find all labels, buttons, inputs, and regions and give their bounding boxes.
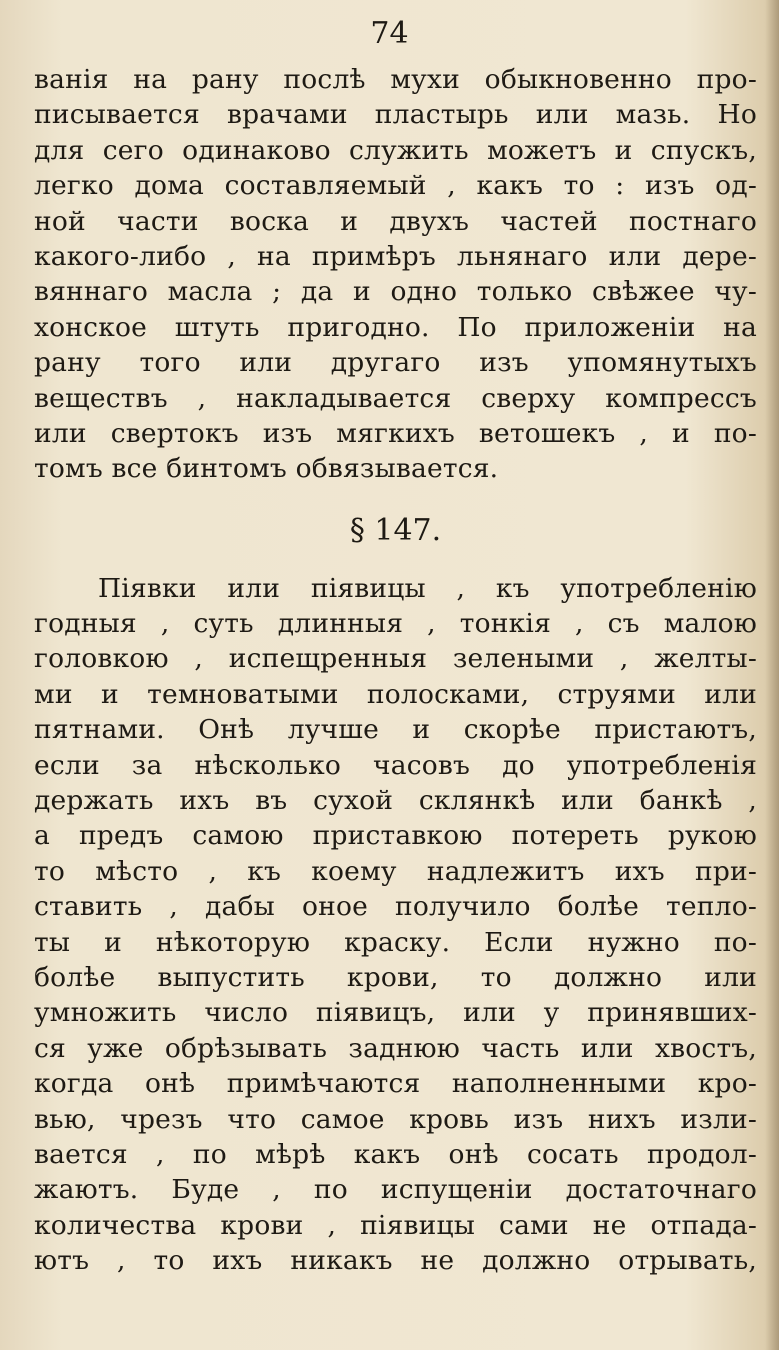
text-line: или свертокъ изъ мягкихъ ветошекъ , и по-: [34, 417, 757, 449]
text-line: для сего одинаково служить можетъ и спускъ,: [34, 134, 757, 166]
paragraph-1: [34, 62, 757, 487]
text-line: умножить число піявицъ, или у принявших-: [34, 997, 757, 1029]
text-line: ютъ , то ихъ никакъ не должно отрывать,: [34, 1245, 757, 1277]
section-heading: § 147.: [349, 512, 442, 548]
text-line: а предъ самою приставкою потереть рукою: [34, 820, 757, 852]
text-line: Піявки или піявицы , къ употребленію: [98, 572, 757, 604]
text-line: если за нѣсколько часовъ до употребленія: [34, 749, 757, 781]
text-line: рану того или другаго изъ упомянутыхъ: [34, 347, 757, 379]
text-line: ставить , дабы оное получило болѣе тепло-: [34, 891, 757, 923]
paragraph-2: [34, 571, 757, 1279]
text-line: вью, чрезъ что самое кровь изъ нихъ изли-: [34, 1103, 757, 1135]
text-line: хонское штуть пригодно. По приложеніи на: [34, 311, 757, 343]
text-line: легко дома составляемый , какъ то : изъ од-: [34, 170, 757, 202]
text-line: вается , по мѣрѣ какъ онѣ сосать продол-: [34, 1138, 757, 1170]
text-line: держать ихъ въ сухой склянкѣ или банкѣ ,: [34, 785, 757, 817]
text-line: вяннаго масла ; да и одно только свѣжее чу-: [34, 276, 757, 308]
page-number: 74: [370, 16, 409, 51]
text-line: когда онѣ примѣчаются наполненными кро-: [34, 1068, 757, 1100]
text-line: томъ все бинтомъ обвязывается.: [34, 453, 499, 485]
text-line: то мѣсто , къ коему надлежитъ ихъ при-: [34, 855, 757, 887]
text-line: головкою , испещренныя зелеными , желты-: [34, 643, 757, 675]
text-line: количества крови , піявицы сами не отпада-: [34, 1209, 757, 1241]
text-line: ми и темноватыми полосками, струями или: [34, 678, 757, 710]
text-line: писывается врачами пластырь или мазь. Но: [34, 99, 757, 131]
text-line: жаютъ. Буде , по испущеніи достаточнаго: [34, 1174, 757, 1206]
text-line: ты и нѣкоторую краску. Если нужно по-: [34, 926, 757, 958]
text-line: ной части воска и двухъ частей постнаго: [34, 205, 757, 237]
text-line: ся уже обрѣзывать заднюю часть или хвостъ,: [34, 1032, 757, 1064]
text-line: болѣе выпустить крови, то должно или: [34, 961, 757, 993]
text-line: веществъ , накладывается сверху компрессъ: [34, 382, 757, 414]
text-line: какого-либо , на примѣръ льнянаго или дере-: [34, 240, 757, 272]
text-line: годныя , суть длинныя , тонкія , съ малою: [34, 608, 757, 640]
text-line: ванія на рану послѣ мухи обыкновенно про-: [34, 64, 757, 95]
text-line: пятнами. Онѣ лучше и скорѣе пристаютъ,: [34, 714, 757, 746]
